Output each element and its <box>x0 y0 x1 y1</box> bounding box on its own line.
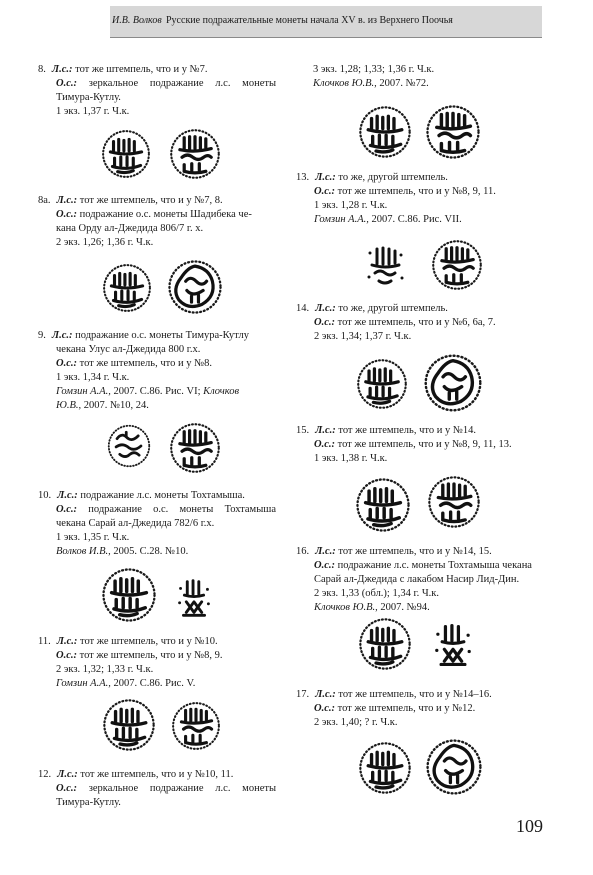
coin-9-obverse-image <box>102 423 156 469</box>
coin-14-reverse-image <box>422 352 484 414</box>
catalog-entry-15: 15. Л.с.: тот же штемпель, что и у №14. О.с.: тот же штемпель, что и у №8, 9, 11, 13. 1 экз. 1,38 г. Ч.к. <box>296 425 512 464</box>
catalog-entry-17: 17. Л.с.: тот же штемпель, что и у №14–16. О.с.: тот же штемпель, что и у №12. 2 экз. 1,40; ? г. Ч.к. <box>296 689 492 728</box>
running-header <box>110 6 542 38</box>
coin-9-reverse-image <box>168 421 222 475</box>
coin-16-obverse-image <box>356 616 414 672</box>
catalog-entry-8: 8. Л.с.: тот же штемпель, что и у №7. О.с.: зеркальное подражание л.с. монеты Тимура-Кутлу. 1 экз. 1,37 г. Ч.к. <box>38 64 277 117</box>
coin-8-reverse-image <box>168 126 222 182</box>
catalog-entry-14: 14. Л.с.: то же, другой штемпель. О.с.: тот же штемпель, что и у №6, 6а, 7. 2 экз. 1,34; 1,37 г. Ч.к. <box>296 303 496 342</box>
catalog-entry-11: 11. Л.с.: тот же штемпель, что и у №10. О.с.: тот же штемпель, что и у №8, 9. 2 экз. 1,32; 1,33 г. Ч.к. Гомзин А.А., 2007. С.86. Рис. V. <box>38 636 223 689</box>
catalog-entry-10: 10. Л.с.: подражание л.с. монеты Тохтамыша. О.с.: подражание о.с. монеты Тохтамыша чекана Сарай ал-Джедида 782/6 г.х. 1 экз. 1,35 г. Ч.к. Волков И.В., 2005. С.28. №10. <box>38 490 276 557</box>
coin-12-obverse-image <box>356 104 414 160</box>
catalog-entry-12-continued: 3 экз. 1,28; 1,33; 1,36 г. Ч.к. Клочков Ю.В., 2007. №72. <box>313 64 435 89</box>
catalog-entry-9: 9. Л.с.: подражание о.с. монеты Тимура-Кутлу чекана Улус ал-Джедида 800 г.х. О.с.: тот же штемпель, что и у №8. 1 экз. 1,34 г. Ч.к. Гомзин А.А., 2007. С.86. Рис. VI; Клочков Ю.В., 2007. №10, 24. <box>38 330 249 411</box>
catalog-entry-8a: 8а. Л.с.: тот же штемпель, что и у №7, 8. О.с.: подражание о.с. монеты Шадибека че- кана Орду ал-Джедида 806/7 г. х. 2 экз. 1,26; 1,36 г. Ч.к. <box>38 195 252 248</box>
coin-13-reverse-image <box>430 238 484 292</box>
coin-8-obverse-image <box>100 128 152 180</box>
coin-15-reverse-image <box>426 473 482 531</box>
coin-10-reverse-image <box>170 574 218 622</box>
header-author: И.В. Волков <box>112 15 162 26</box>
coin-10-obverse-image <box>100 566 158 624</box>
coin-14-obverse-image <box>354 357 410 411</box>
coin-15-obverse-image <box>352 476 414 534</box>
coin-8a-obverse-image <box>100 262 154 314</box>
catalog-entry-13: 13. Л.с.: то же, другой штемпель. О.с.: тот же штемпель, что и у №8, 9, 11. 1 экз. 1,28 г. Ч.к. Гомзин А.А., 2007. С.86. Рис. VII. <box>296 172 496 225</box>
coin-13-obverse-image <box>360 242 410 292</box>
coin-16-reverse-image <box>426 616 480 674</box>
catalog-entry-12: 12. Л.с.: тот же штемпель, что и у №10, 11. О.с.: зеркальное подражание л.с. монеты Тимура-Кутлу. <box>38 769 277 808</box>
header-rule <box>110 37 542 38</box>
page-number: 109 <box>516 816 543 836</box>
coin-8a-reverse-image <box>166 258 224 316</box>
coin-17-reverse-image <box>424 737 484 797</box>
coin-11-obverse-image <box>100 697 158 753</box>
catalog-entry-16: 16. Л.с.: тот же штемпель, что и у №14, 15. О.с.: подражание л.с. монеты Тохтамыша чекана Сарай ал-Джедида с лакабом Насир Лид-Дин. 2 экз. 1,33 (обл.); 1,34 г. Ч.к. Клочков Ю.В., 2007. №94. <box>296 546 532 613</box>
coin-17-obverse-image <box>356 740 414 796</box>
header-title: Русские подражательные монеты начала XV в. из Верхнего Поочья <box>166 15 453 26</box>
coin-12-reverse-image <box>424 103 482 161</box>
coin-11-reverse-image <box>170 699 222 753</box>
